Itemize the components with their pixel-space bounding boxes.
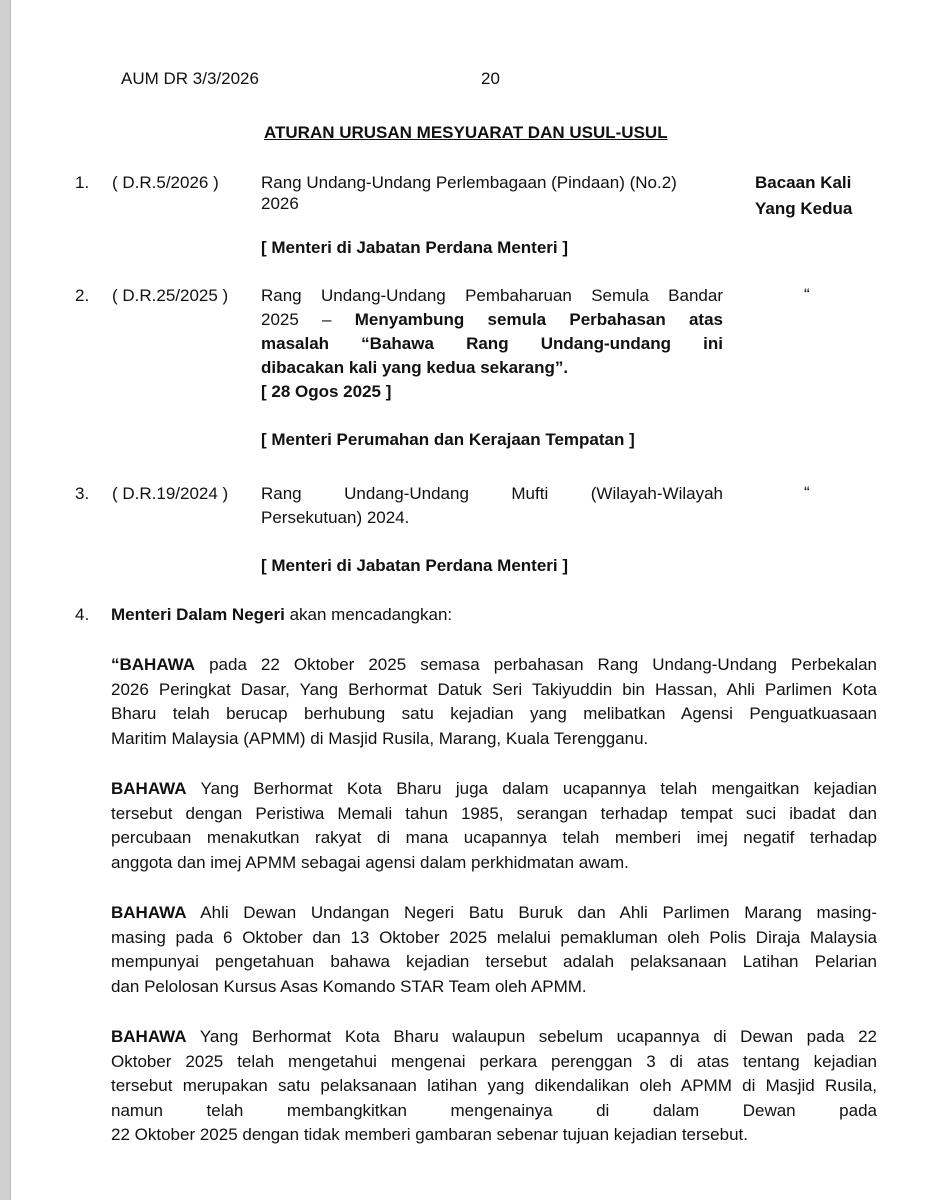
paragraph-line: dan Pelolosan Kursus Asas Komando STAR Team oleh APMM.: [111, 976, 587, 996]
bill-title-line: Rang Undang-Undang Perlembagaan (Pindaan) (No.2): [261, 173, 677, 192]
paragraph-line: namun telah membangkitkan mengenainya di dalam Dewan pada: [111, 1100, 877, 1120]
motion-text-line: dibacakan kali yang kedua sekarang”.: [261, 358, 569, 377]
paragraph-line: Yang Berhormat Kota Bharu juga dalam ucapannya telah mengaitkan kejadian: [200, 779, 877, 798]
motion-intro-text: akan mencadangkan:: [289, 605, 453, 624]
document-reference: AUM DR 3/3/2026: [121, 69, 259, 88]
paragraph-lead: “BAHAWA: [111, 655, 196, 674]
resume-debate-text: Menyambung semula Perbahasan atas: [354, 310, 723, 329]
item-number: 2.: [75, 286, 90, 305]
document-page: [10, 0, 942, 1200]
paragraph-line: 2026 Peringkat Dasar, Yang Berhormat Datuk Seri Takiyuddin bin Hassan, Ahli Parlimen Kota: [111, 679, 877, 699]
bill-title-line: Rang Undang-Undang Pembaharuan Semula Bandar: [261, 286, 723, 305]
reading-status: Yang Kedua: [755, 199, 853, 218]
paragraph-line: Maritim Malaysia (APMM) di Masjid Rusila, Marang, Kuala Terengganu.: [111, 728, 649, 748]
motion-paragraph: [111, 653, 877, 751]
paragraph-line: Ahli Dewan Undangan Negeri Batu Buruk dan Ahli Parlimen Marang masing-: [200, 903, 877, 922]
debate-date: [ 28 Ogos 2025 ]: [261, 382, 392, 401]
paragraph-line: tersebut merupakan satu pelaksanaan latihan yang dikendalikan oleh APMM di Masjid Rusila,: [111, 1076, 877, 1095]
motion-intro: [111, 603, 452, 627]
paragraph-line: Oktober 2025 telah mengetahui mengenai perkara perenggan 3 di atas tentang kejadian: [111, 1051, 877, 1071]
paragraph-line: tersebut dengan Peristiwa Memali tahun 1985, serangan terhadap tempat suci ibadat dan: [111, 803, 877, 823]
motion-paragraph: [111, 1025, 877, 1148]
bill-title-line: 2026: [261, 194, 299, 213]
paragraph-lead: BAHAWA: [111, 903, 187, 922]
minister-responsible: [ Menteri Perumahan dan Kerajaan Tempatan ]: [261, 430, 635, 449]
paragraph-line: masing pada 6 Oktober dan 13 Oktober 2025 melalui pemakluman oleh Polis Diraja Malaysia: [111, 927, 877, 947]
bill-title-line: Persekutuan) 2024.: [261, 508, 410, 527]
motion-paragraph: [111, 901, 877, 999]
reading-status: Bacaan Kali: [755, 173, 852, 192]
document-title: ATURAN URUSAN MESYUARAT DAN USUL-USUL: [264, 123, 668, 142]
paragraph-line: anggota dan imej APMM sebagai agensi dalam perkhidmatan awam.: [111, 852, 629, 872]
bill-year: 2025 –: [261, 310, 332, 329]
minister-responsible: [ Menteri di Jabatan Perdana Menteri ]: [261, 556, 569, 575]
paragraph-line: mempunyai pengetahuan bahawa kejadian tersebut adalah pelaksanaan Latihan Pelarian: [111, 952, 877, 971]
motion-text-line: masalah “Bahawa Rang Undang-undang ini: [261, 334, 723, 353]
bill-code: ( D.R.19/2024 ): [112, 484, 229, 503]
bill-title-line: [261, 308, 723, 332]
minister-responsible: [ Menteri di Jabatan Perdana Menteri ]: [261, 238, 569, 257]
motion-mover: Menteri Dalam Negeri: [111, 605, 285, 624]
item-number: 3.: [75, 484, 90, 503]
paragraph-line: Bharu telah berucap berhubung satu kejadian yang melibatkan Agensi Penguatkuasaan: [111, 704, 877, 723]
paragraph-lead: BAHAWA: [111, 779, 187, 798]
ditto-mark: “: [804, 285, 810, 304]
item-number: 4.: [75, 605, 90, 624]
bill-code: ( D.R.25/2025 ): [112, 286, 229, 305]
paragraph-line: pada 22 Oktober 2025 semasa perbahasan Rang Undang-Undang Perbekalan: [209, 655, 877, 674]
item-number: 1.: [75, 173, 90, 192]
bill-title-line: Rang Undang-Undang Mufti (Wilayah-Wilayah: [261, 484, 723, 503]
bill-code: ( D.R.5/2026 ): [112, 173, 219, 192]
paragraph-line: Yang Berhormat Kota Bharu walaupun sebelum ucapannya di Dewan pada 22: [199, 1027, 878, 1046]
paragraph-line: percubaan menakutkan rakyat di mana ucapannya telah memberi imej negatif terhadap: [111, 828, 877, 847]
paragraph-line: 22 Oktober 2025 dengan tidak memberi gambaran sebenar tujuan kejadian tersebut.: [111, 1125, 748, 1144]
page-number: 20: [481, 69, 500, 88]
motion-paragraph: [111, 777, 877, 875]
ditto-mark: “: [804, 483, 810, 502]
paragraph-lead: BAHAWA: [111, 1027, 187, 1046]
